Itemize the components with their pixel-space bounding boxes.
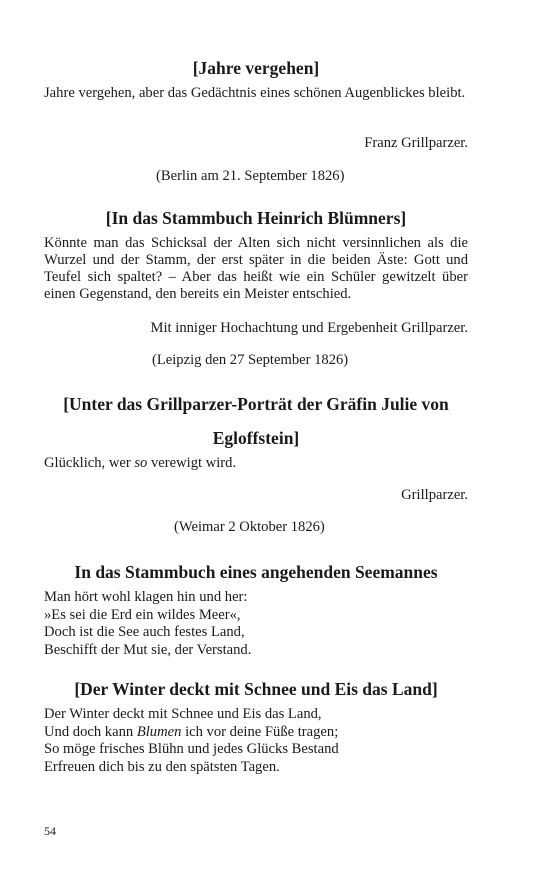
poem-line: Beschifft der Mut sie, der Verstand. (44, 641, 252, 658)
emphasis: Blumen (136, 723, 182, 740)
poem-line: Doch ist die See auch festes Land, (44, 624, 245, 640)
poem-line: »Es sei die Erd ein wildes Meer«, (44, 606, 241, 623)
page-number: 54 (44, 824, 56, 838)
poem-line: So möge frisches Blühn und jedes Glücks Bestand (44, 741, 339, 757)
poem-line: Der Winter deckt mit Schnee und Eis das Land, (44, 706, 322, 722)
poem-line: Erfreuen dich bis zu den spätsten Tagen. (44, 758, 280, 775)
section-text: Könnte man das Schicksal der Alten sich nicht versinnlichen als die Wurzel und der Stamm, der erst später in die beiden Äste: Gott und Teufel sich spaltet? – Aber das heißt wie ein Schüler gewitzelt über einen Gegenstand, den bereits ein Meister entschied. (44, 235, 468, 302)
section-text: Glücklich, wer so verewigt wird. (44, 455, 237, 471)
signature: Mit inniger Hochachtung und Ergebenheit Grillparzer. (150, 320, 468, 336)
poem-line: Und doch kann Blumen ich vor deine Füße tragen; (44, 723, 339, 740)
section-text: Jahre vergehen, aber das Gedächtnis eines schönen Augenblickes bleibt. (44, 85, 466, 101)
section-heading: [Der Winter deckt mit Schnee und Eis das Land] (74, 679, 438, 699)
signature: Franz Grillparzer. (364, 135, 468, 151)
dateline: (Berlin am 21. September 1826) (156, 168, 345, 184)
poem (44, 706, 468, 776)
dateline: (Leipzig den 27 September 1826) (152, 352, 349, 368)
section-heading-line-2: Egloffstein] (212, 428, 300, 448)
section-heading: [In das Stammbuch Heinrich Blümners] (105, 208, 407, 228)
book-page (44, 0, 468, 880)
section-heading-line-1: [Unter das Grillparzer-Porträt der Gräfin Julie von (63, 394, 449, 414)
dateline: (Weimar 2 Oktober 1826) (174, 519, 325, 535)
emphasis: so (134, 455, 148, 471)
poem (44, 589, 468, 659)
section-heading: In das Stammbuch eines angehenden Seemannes (74, 562, 438, 582)
signature: Grillparzer. (401, 487, 468, 503)
section-heading: [Jahre vergehen] (192, 58, 320, 78)
poem-line: Man hört wohl klagen hin und her: (44, 589, 248, 605)
